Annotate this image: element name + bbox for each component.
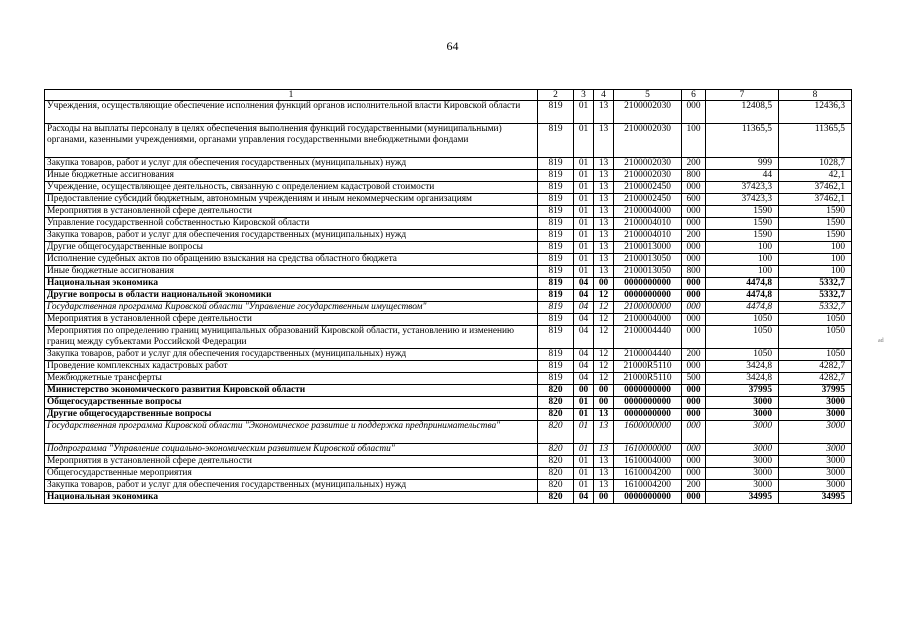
- row-section-cell: 01: [574, 230, 594, 242]
- row-ministry-code-cell: 819: [538, 194, 574, 206]
- row-expense-type-cell: 800: [682, 266, 706, 278]
- row-ministry-code-cell: 820: [538, 468, 574, 480]
- row-amount-year1-cell: 4474,8: [706, 290, 779, 302]
- row-section-cell: 04: [574, 326, 594, 349]
- row-amount-year1-cell: 4474,8: [706, 302, 779, 314]
- row-amount-year2-cell: 37462,1: [779, 182, 852, 194]
- table-row: [45, 218, 852, 230]
- row-expense-type-cell: 200: [682, 349, 706, 361]
- row-description-cell: Мероприятия в установленной сфере деятельности: [45, 456, 538, 468]
- row-description-cell: Министерство экономического развития Кировской области: [45, 385, 538, 397]
- row-subsection-cell: 00: [594, 492, 614, 504]
- row-section-cell: 04: [574, 278, 594, 290]
- table-row: [45, 101, 852, 124]
- table-row: [45, 373, 852, 385]
- header-cell: 4: [594, 90, 614, 101]
- table-row: [45, 326, 852, 349]
- row-expense-type-cell: 000: [682, 182, 706, 194]
- row-amount-year2-cell: 3000: [779, 421, 852, 444]
- table-row: [45, 182, 852, 194]
- row-ministry-code-cell: 819: [538, 170, 574, 182]
- row-amount-year2-cell: 1028,7: [779, 158, 852, 170]
- row-subsection-cell: 13: [594, 158, 614, 170]
- row-section-cell: 04: [574, 361, 594, 373]
- row-target-article-cell: 21000R5110: [614, 361, 682, 373]
- row-ministry-code-cell: 820: [538, 385, 574, 397]
- row-subsection-cell: 13: [594, 101, 614, 124]
- header-cell: 8: [779, 90, 852, 101]
- row-ministry-code-cell: 819: [538, 124, 574, 158]
- row-section-cell: 01: [574, 254, 594, 266]
- row-expense-type-cell: 000: [682, 409, 706, 421]
- table-row: [45, 468, 852, 480]
- table-row: [45, 421, 852, 444]
- row-amount-year2-cell: 3000: [779, 456, 852, 468]
- row-expense-type-cell: 200: [682, 158, 706, 170]
- row-amount-year2-cell: 1590: [779, 230, 852, 242]
- row-ministry-code-cell: 820: [538, 444, 574, 456]
- row-section-cell: 01: [574, 182, 594, 194]
- row-expense-type-cell: 000: [682, 254, 706, 266]
- row-subsection-cell: 13: [594, 444, 614, 456]
- row-expense-type-cell: 000: [682, 326, 706, 349]
- header-row: [45, 90, 852, 101]
- row-amount-year2-cell: 3000: [779, 468, 852, 480]
- row-target-article-cell: 2100004010: [614, 218, 682, 230]
- row-description-cell: Иные бюджетные ассигнования: [45, 266, 538, 278]
- row-description-cell: Предоставление субсидий бюджетным, автономным учреждениям и иным некоммерческим организациям: [45, 194, 538, 206]
- row-description-cell: Государственная программа Кировской области "Управление государственным имуществом": [45, 302, 538, 314]
- row-target-article-cell: 2100013050: [614, 266, 682, 278]
- header-cell: 5: [614, 90, 682, 101]
- row-amount-year2-cell: 3000: [779, 397, 852, 409]
- row-description-cell: Государственная программа Кировской области "Экономическое развитие и поддержка предпринимательства": [45, 421, 538, 444]
- row-description-cell: Мероприятия по определению границ муниципальных образований Кировской области, установлению и изменению границ между субъектами Российской Федерации: [45, 326, 538, 349]
- header-cell: 1: [45, 90, 538, 101]
- row-expense-type-cell: 000: [682, 492, 706, 504]
- row-subsection-cell: 13: [594, 170, 614, 182]
- row-ministry-code-cell: 819: [538, 242, 574, 254]
- row-subsection-cell: 13: [594, 456, 614, 468]
- row-amount-year1-cell: 1050: [706, 349, 779, 361]
- row-subsection-cell: 12: [594, 290, 614, 302]
- table-row: [45, 194, 852, 206]
- row-expense-type-cell: 000: [682, 302, 706, 314]
- row-description-cell: Исполнение судебных актов по обращению взыскания на средства областного бюджета: [45, 254, 538, 266]
- row-expense-type-cell: 000: [682, 101, 706, 124]
- row-target-article-cell: 21000R5110: [614, 373, 682, 385]
- row-description-cell: Учреждения, осуществляющие обеспечение исполнения функций органов исполнительной власти Кировской области: [45, 101, 538, 124]
- row-expense-type-cell: 000: [682, 242, 706, 254]
- row-amount-year2-cell: 4282,7: [779, 361, 852, 373]
- row-description-cell: Подпрограмма "Управление социально-экономическим развитием Кировской области": [45, 444, 538, 456]
- row-subsection-cell: 12: [594, 361, 614, 373]
- row-ministry-code-cell: 820: [538, 397, 574, 409]
- row-description-cell: Межбюджетные трансферты: [45, 373, 538, 385]
- row-target-article-cell: 2100002450: [614, 194, 682, 206]
- row-amount-year1-cell: 3000: [706, 480, 779, 492]
- row-subsection-cell: 00: [594, 397, 614, 409]
- row-target-article-cell: 2100004440: [614, 326, 682, 349]
- row-amount-year1-cell: 3000: [706, 456, 779, 468]
- row-amount-year1-cell: 4474,8: [706, 278, 779, 290]
- row-section-cell: 01: [574, 101, 594, 124]
- row-ministry-code-cell: 819: [538, 361, 574, 373]
- row-ministry-code-cell: 820: [538, 456, 574, 468]
- row-subsection-cell: 12: [594, 302, 614, 314]
- row-section-cell: 04: [574, 373, 594, 385]
- row-description-cell: Закупка товаров, работ и услуг для обеспечения государственных (муниципальных) нужд: [45, 230, 538, 242]
- row-amount-year2-cell: 3000: [779, 444, 852, 456]
- row-section-cell: 01: [574, 468, 594, 480]
- table-row: [45, 290, 852, 302]
- row-subsection-cell: 13: [594, 266, 614, 278]
- row-ministry-code-cell: 819: [538, 206, 574, 218]
- table-row: [45, 124, 852, 158]
- page-number: 64: [446, 39, 459, 53]
- row-target-article-cell: 0000000000: [614, 397, 682, 409]
- row-expense-type-cell: 800: [682, 170, 706, 182]
- row-description-cell: Мероприятия в установленной сфере деятельности: [45, 206, 538, 218]
- budget-table: [44, 89, 852, 504]
- table-row: [45, 206, 852, 218]
- row-section-cell: 01: [574, 170, 594, 182]
- row-target-article-cell: 2100002450: [614, 182, 682, 194]
- table-body: [45, 101, 852, 504]
- row-amount-year2-cell: 37462,1: [779, 194, 852, 206]
- table-row: [45, 385, 852, 397]
- row-expense-type-cell: 000: [682, 397, 706, 409]
- row-subsection-cell: 00: [594, 278, 614, 290]
- row-ministry-code-cell: 819: [538, 302, 574, 314]
- row-target-article-cell: 2100002030: [614, 124, 682, 158]
- row-section-cell: 04: [574, 314, 594, 326]
- row-target-article-cell: 2100000000: [614, 302, 682, 314]
- row-amount-year2-cell: 37995: [779, 385, 852, 397]
- row-section-cell: 01: [574, 397, 594, 409]
- row-target-article-cell: 0000000000: [614, 290, 682, 302]
- row-section-cell: 04: [574, 302, 594, 314]
- row-target-article-cell: 0000000000: [614, 409, 682, 421]
- table-row: [45, 278, 852, 290]
- row-section-cell: 01: [574, 456, 594, 468]
- row-target-article-cell: 1610000000: [614, 444, 682, 456]
- row-subsection-cell: 13: [594, 218, 614, 230]
- table-row: [45, 266, 852, 278]
- row-description-cell: Другие общегосударственные вопросы: [45, 409, 538, 421]
- row-amount-year2-cell: 1590: [779, 218, 852, 230]
- row-target-article-cell: 0000000000: [614, 492, 682, 504]
- row-amount-year2-cell: 12436,3: [779, 101, 852, 124]
- row-section-cell: 01: [574, 242, 594, 254]
- header-cell: 3: [574, 90, 594, 101]
- row-ministry-code-cell: 819: [538, 218, 574, 230]
- budget-table-container: [44, 89, 852, 504]
- row-target-article-cell: 2100004010: [614, 230, 682, 242]
- row-target-article-cell: 2100002030: [614, 170, 682, 182]
- row-ministry-code-cell: 819: [538, 349, 574, 361]
- row-amount-year2-cell: 4282,7: [779, 373, 852, 385]
- row-subsection-cell: 13: [594, 242, 614, 254]
- row-subsection-cell: 13: [594, 230, 614, 242]
- row-description-cell: Общегосударственные мероприятия: [45, 468, 538, 480]
- row-target-article-cell: 0000000000: [614, 385, 682, 397]
- row-ministry-code-cell: 819: [538, 314, 574, 326]
- row-subsection-cell: 13: [594, 468, 614, 480]
- row-amount-year1-cell: 44: [706, 170, 779, 182]
- row-target-article-cell: 2100002030: [614, 101, 682, 124]
- table-row: [45, 492, 852, 504]
- row-amount-year1-cell: 3424,8: [706, 361, 779, 373]
- row-expense-type-cell: 000: [682, 468, 706, 480]
- row-target-article-cell: 1610004000: [614, 456, 682, 468]
- row-amount-year1-cell: 999: [706, 158, 779, 170]
- row-section-cell: 01: [574, 444, 594, 456]
- row-description-cell: Закупка товаров, работ и услуг для обеспечения государственных (муниципальных) нужд: [45, 158, 538, 170]
- row-expense-type-cell: 600: [682, 194, 706, 206]
- table-row: [45, 302, 852, 314]
- row-amount-year2-cell: 3000: [779, 409, 852, 421]
- row-description-cell: Иные бюджетные ассигнования: [45, 170, 538, 182]
- row-section-cell: 04: [574, 290, 594, 302]
- row-ministry-code-cell: 820: [538, 409, 574, 421]
- row-section-cell: 01: [574, 158, 594, 170]
- row-description-cell: Учреждение, осуществляющее деятельность, связанную с определением кадастровой стоимости: [45, 182, 538, 194]
- row-target-article-cell: 2100013050: [614, 254, 682, 266]
- row-target-article-cell: 0000000000: [614, 278, 682, 290]
- table-row: [45, 230, 852, 242]
- table-row: [45, 444, 852, 456]
- row-section-cell: 01: [574, 421, 594, 444]
- row-ministry-code-cell: 820: [538, 492, 574, 504]
- row-amount-year1-cell: 100: [706, 242, 779, 254]
- row-amount-year1-cell: 3424,8: [706, 373, 779, 385]
- row-section-cell: 01: [574, 218, 594, 230]
- row-section-cell: 00: [574, 385, 594, 397]
- table-row: [45, 456, 852, 468]
- row-expense-type-cell: 000: [682, 385, 706, 397]
- header-cell: 7: [706, 90, 779, 101]
- row-amount-year1-cell: 100: [706, 254, 779, 266]
- row-description-cell: Другие вопросы в области национальной экономики: [45, 290, 538, 302]
- row-target-article-cell: 2100004440: [614, 349, 682, 361]
- row-amount-year1-cell: 3000: [706, 409, 779, 421]
- row-amount-year2-cell: 1050: [779, 326, 852, 349]
- row-amount-year1-cell: 37423,3: [706, 194, 779, 206]
- row-amount-year1-cell: 3000: [706, 468, 779, 480]
- row-description-cell: Национальная экономика: [45, 278, 538, 290]
- table-row: [45, 480, 852, 492]
- row-amount-year2-cell: 3000: [779, 480, 852, 492]
- row-section-cell: 01: [574, 124, 594, 158]
- row-subsection-cell: 13: [594, 421, 614, 444]
- row-subsection-cell: 12: [594, 314, 614, 326]
- row-ministry-code-cell: 819: [538, 326, 574, 349]
- row-subsection-cell: 12: [594, 326, 614, 349]
- row-amount-year2-cell: 1590: [779, 206, 852, 218]
- row-amount-year2-cell: 5332,7: [779, 278, 852, 290]
- row-subsection-cell: 13: [594, 254, 614, 266]
- row-target-article-cell: 1610004200: [614, 468, 682, 480]
- row-description-cell: Проведение комплексных кадастровых работ: [45, 361, 538, 373]
- row-subsection-cell: 13: [594, 124, 614, 158]
- row-ministry-code-cell: 819: [538, 278, 574, 290]
- table-row: [45, 349, 852, 361]
- row-description-cell: Национальная экономика: [45, 492, 538, 504]
- row-description-cell: Закупка товаров, работ и услуг для обеспечения государственных (муниципальных) нужд: [45, 480, 538, 492]
- row-amount-year1-cell: 1050: [706, 326, 779, 349]
- row-expense-type-cell: 000: [682, 218, 706, 230]
- table-row: [45, 158, 852, 170]
- row-amount-year1-cell: 1050: [706, 314, 779, 326]
- row-amount-year1-cell: 1590: [706, 218, 779, 230]
- table-row: [45, 314, 852, 326]
- row-expense-type-cell: 000: [682, 444, 706, 456]
- row-amount-year1-cell: 1590: [706, 230, 779, 242]
- row-target-article-cell: 2100004000: [614, 206, 682, 218]
- row-subsection-cell: 12: [594, 373, 614, 385]
- row-subsection-cell: 13: [594, 194, 614, 206]
- row-ministry-code-cell: 819: [538, 230, 574, 242]
- row-ministry-code-cell: 819: [538, 266, 574, 278]
- row-expense-type-cell: 000: [682, 290, 706, 302]
- row-ministry-code-cell: 819: [538, 290, 574, 302]
- row-ministry-code-cell: 819: [538, 101, 574, 124]
- header-cell: 6: [682, 90, 706, 101]
- row-amount-year1-cell: 1590: [706, 206, 779, 218]
- table-row: [45, 170, 852, 182]
- row-amount-year2-cell: 5332,7: [779, 302, 852, 314]
- row-ministry-code-cell: 820: [538, 480, 574, 492]
- row-description-cell: Закупка товаров, работ и услуг для обеспечения государственных (муниципальных) нужд: [45, 349, 538, 361]
- row-section-cell: 01: [574, 206, 594, 218]
- row-expense-type-cell: 000: [682, 421, 706, 444]
- row-section-cell: 04: [574, 492, 594, 504]
- row-subsection-cell: 12: [594, 349, 614, 361]
- row-amount-year1-cell: 37423,3: [706, 182, 779, 194]
- row-section-cell: 01: [574, 480, 594, 492]
- row-target-article-cell: 1600000000: [614, 421, 682, 444]
- row-description-cell: Другие общегосударственные вопросы: [45, 242, 538, 254]
- row-description-cell: Расходы на выплаты персоналу в целях обеспечения выполнения функций государственными (муниципальными) органами, казенными учреждениями, органами управления государственными внебюджетными фондами: [45, 124, 538, 158]
- row-ministry-code-cell: 819: [538, 182, 574, 194]
- row-subsection-cell: 00: [594, 385, 614, 397]
- row-amount-year2-cell: 5332,7: [779, 290, 852, 302]
- row-ministry-code-cell: 819: [538, 158, 574, 170]
- row-expense-type-cell: 500: [682, 373, 706, 385]
- row-amount-year2-cell: 1050: [779, 314, 852, 326]
- row-expense-type-cell: 100: [682, 124, 706, 158]
- row-amount-year2-cell: 11365,5: [779, 124, 852, 158]
- row-expense-type-cell: 000: [682, 278, 706, 290]
- row-ministry-code-cell: 820: [538, 421, 574, 444]
- row-expense-type-cell: 200: [682, 480, 706, 492]
- row-target-article-cell: 2100004000: [614, 314, 682, 326]
- row-target-article-cell: 2100002030: [614, 158, 682, 170]
- row-section-cell: 01: [574, 409, 594, 421]
- row-amount-year1-cell: 11365,5: [706, 124, 779, 158]
- row-expense-type-cell: 000: [682, 314, 706, 326]
- row-ministry-code-cell: 819: [538, 373, 574, 385]
- row-amount-year1-cell: 3000: [706, 444, 779, 456]
- table-row: [45, 361, 852, 373]
- row-section-cell: 01: [574, 266, 594, 278]
- row-target-article-cell: 1610004200: [614, 480, 682, 492]
- row-expense-type-cell: 200: [682, 230, 706, 242]
- row-subsection-cell: 13: [594, 480, 614, 492]
- row-subsection-cell: 13: [594, 409, 614, 421]
- row-amount-year2-cell: 100: [779, 242, 852, 254]
- row-section-cell: 01: [574, 194, 594, 206]
- row-amount-year1-cell: 3000: [706, 421, 779, 444]
- table-row: [45, 254, 852, 266]
- margin-mark: ad: [878, 338, 884, 344]
- header-cell: 2: [538, 90, 574, 101]
- row-amount-year2-cell: 100: [779, 254, 852, 266]
- row-section-cell: 04: [574, 349, 594, 361]
- row-description-cell: Общегосударственные вопросы: [45, 397, 538, 409]
- row-subsection-cell: 13: [594, 182, 614, 194]
- table-row: [45, 409, 852, 421]
- row-target-article-cell: 2100013000: [614, 242, 682, 254]
- row-description-cell: Мероприятия в установленной сфере деятельности: [45, 314, 538, 326]
- row-ministry-code-cell: 819: [538, 254, 574, 266]
- row-amount-year1-cell: 37995: [706, 385, 779, 397]
- row-expense-type-cell: 000: [682, 361, 706, 373]
- row-expense-type-cell: 000: [682, 456, 706, 468]
- row-amount-year2-cell: 34995: [779, 492, 852, 504]
- row-amount-year1-cell: 100: [706, 266, 779, 278]
- table-row: [45, 397, 852, 409]
- row-amount-year2-cell: 42,1: [779, 170, 852, 182]
- row-amount-year2-cell: 1050: [779, 349, 852, 361]
- table-row: [45, 242, 852, 254]
- row-amount-year1-cell: 34995: [706, 492, 779, 504]
- row-amount-year2-cell: 100: [779, 266, 852, 278]
- row-subsection-cell: 13: [594, 206, 614, 218]
- row-expense-type-cell: 000: [682, 206, 706, 218]
- row-description-cell: Управление государственной собственностью Кировской области: [45, 218, 538, 230]
- row-amount-year1-cell: 3000: [706, 397, 779, 409]
- row-amount-year1-cell: 12408,5: [706, 101, 779, 124]
